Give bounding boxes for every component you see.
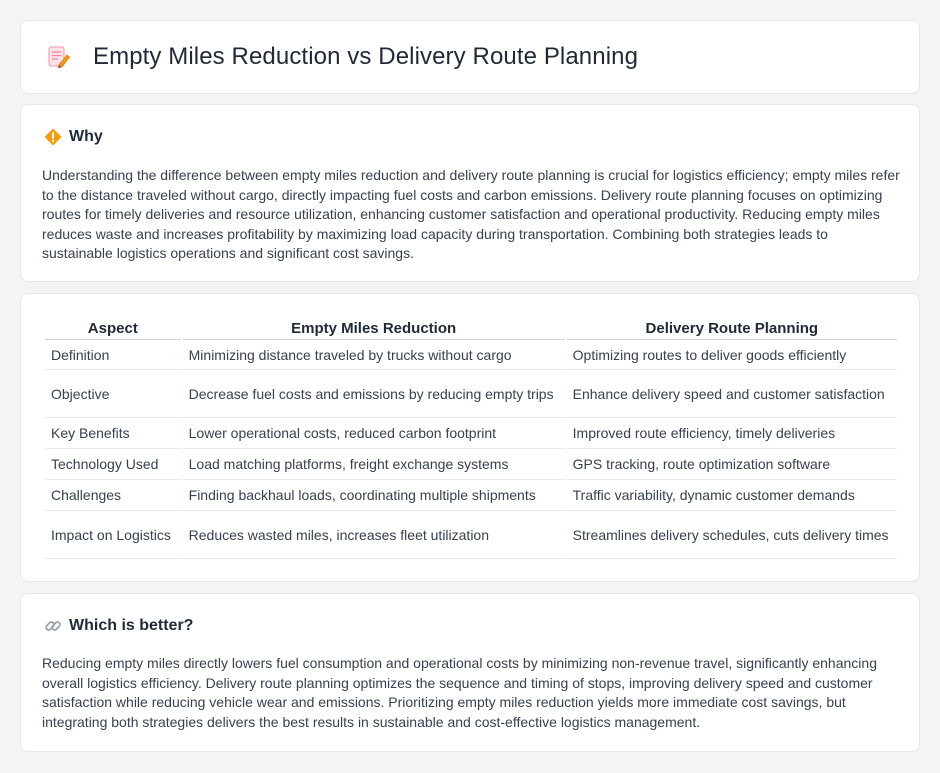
table-row [45, 480, 897, 511]
row-aspect: Impact on Logistics [45, 511, 181, 559]
diamond-warning-icon [43, 127, 63, 147]
column-header-aspect: Aspect [45, 316, 181, 340]
table-row [45, 340, 897, 370]
why-heading-row [43, 127, 103, 147]
row-aspect: Objective [45, 370, 181, 418]
row-empty-miles: Minimizing distance traveled by trucks without cargo [183, 340, 565, 370]
table-row [45, 370, 897, 418]
header-card [20, 20, 920, 94]
why-heading: Why [69, 128, 103, 145]
better-heading: Which is better? [69, 617, 194, 634]
row-route-planning: GPS tracking, route optimization software [567, 449, 897, 480]
row-empty-miles: Finding backhaul loads, coordinating multiple shipments [183, 480, 565, 511]
why-text: Understanding the difference between empty miles reduction and delivery route planning is crucial for logistics efficiency; empty miles refer to the distance traveled without cargo, directly impacting fuel costs and carbon emissions. Delivery route planning focuses on optimizing routes for timely deliveries and resource utilization, enhancing customer satisfaction and operational productivity. Reducing empty miles reduces waste and increases profitability by maximizing load capacity during transportation. Combining both strategies leads to sustainable logistics operations and significant cost savings. [42, 167, 900, 261]
table-row [45, 511, 897, 559]
row-route-planning: Optimizing routes to deliver goods efficiently [567, 340, 897, 370]
row-aspect: Key Benefits [45, 418, 181, 449]
row-route-planning: Traffic variability, dynamic customer demands [567, 480, 897, 511]
page-title: Empty Miles Reduction vs Delivery Route Planning [93, 43, 639, 70]
better-heading-row [43, 616, 193, 636]
link-icon [43, 616, 63, 636]
row-aspect: Challenges [45, 480, 181, 511]
row-empty-miles: Reduces wasted miles, increases fleet utilization [183, 511, 565, 559]
row-empty-miles: Lower operational costs, reduced carbon footprint [183, 418, 565, 449]
comparison-table [43, 316, 899, 559]
row-route-planning: Streamlines delivery schedules, cuts delivery times [567, 511, 897, 559]
title-row [47, 43, 638, 71]
which-is-better-card [20, 593, 920, 752]
table-header-row [45, 316, 897, 340]
row-route-planning: Improved route efficiency, timely deliveries [567, 418, 897, 449]
row-empty-miles: Decrease fuel costs and emissions by reducing empty trips [183, 370, 565, 418]
why-card [20, 104, 920, 282]
row-route-planning: Enhance delivery speed and customer satisfaction [567, 370, 897, 418]
comparison-card [20, 293, 920, 582]
row-empty-miles: Load matching platforms, freight exchange systems [183, 449, 565, 480]
row-aspect: Definition [45, 340, 181, 370]
column-header-empty-miles: Empty Miles Reduction [183, 316, 565, 340]
better-text: Reducing empty miles directly lowers fuel consumption and operational costs by minimizing non-revenue travel, significantly enhancing overall logistics efficiency. Delivery route planning optimizes the sequence and timing of stops, improving delivery speed and customer satisfaction while reducing vehicle wear and emissions. Prioritizing empty miles reduction yields more immediate cost savings, but integrating both strategies delivers the best results in sustainable and cost-effective logistics management. [42, 655, 877, 730]
column-header-route-planning: Delivery Route Planning [567, 316, 897, 340]
table-row [45, 449, 897, 480]
table-row [45, 418, 897, 449]
document-pencil-icon [47, 44, 71, 70]
row-aspect: Technology Used [45, 449, 181, 480]
